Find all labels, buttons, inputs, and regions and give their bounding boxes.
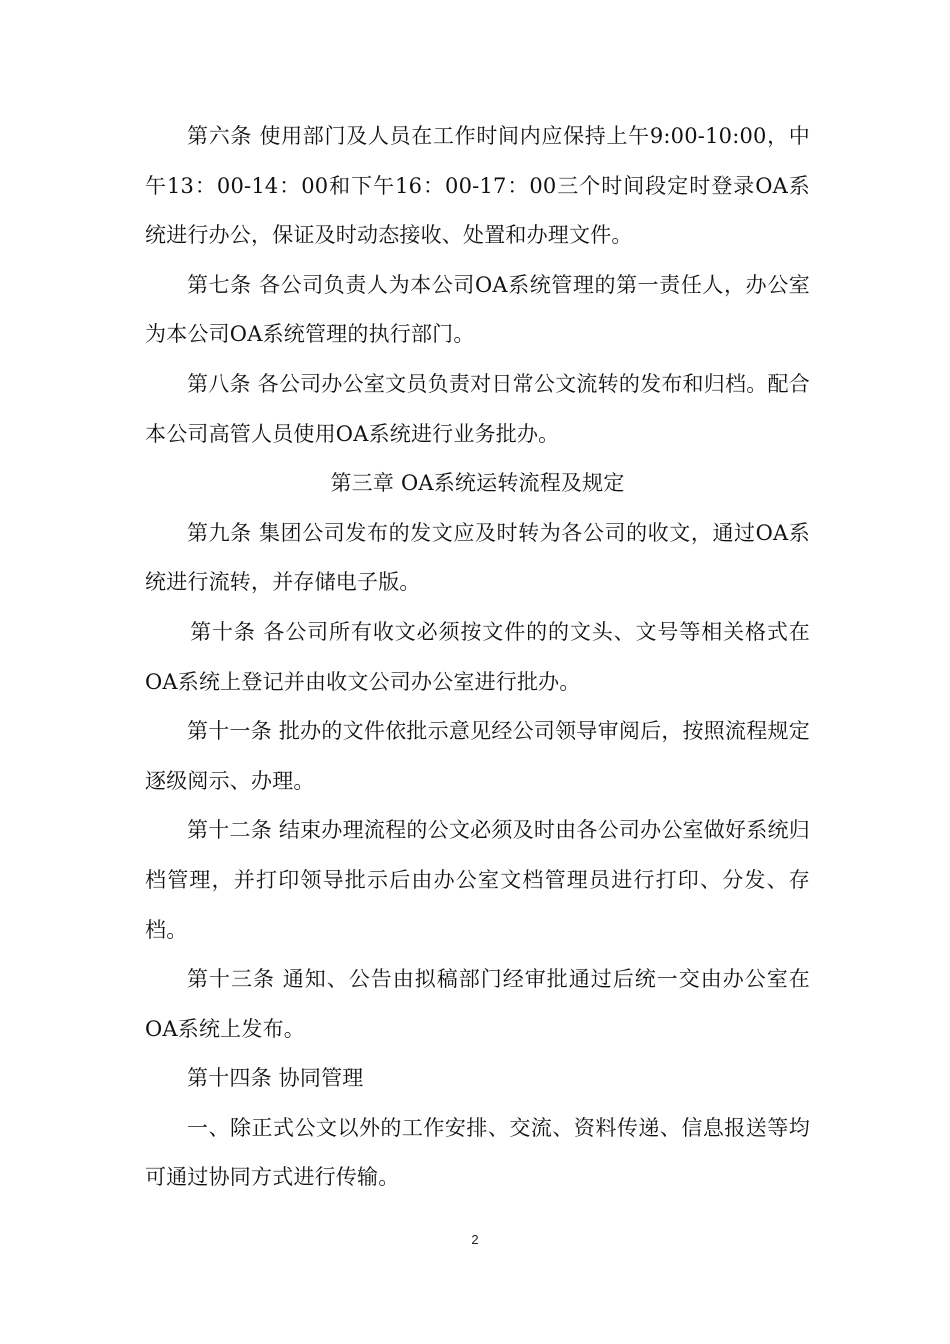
article-10: 第十条 各公司所有收文必须按文件的的文头、文号等相关格式在OA系统上登记并由收文公司办公室进行批办。 xyxy=(145,619,810,694)
article-14-item-1: 一、除正式公文以外的工作安排、交流、资料传递、信息报送等均可通过协同方式进行传输。 xyxy=(145,1115,810,1190)
article-7: 第七条 各公司负责人为本公司OA系统管理的第一责任人，办公室为本公司OA系统管理的执行部门。 xyxy=(145,272,810,347)
article-12: 第十二条 结束办理流程的公文必须及时由各公司办公室做好系统归档管理，并打印领导批示后由办公室文档管理员进行打印、分发、存档。 xyxy=(145,818,810,942)
article-8: 第八条 各公司办公室文员负责对日常公文流转的发布和归档。配合本公司高管人员使用OA系统进行业务批办。 xyxy=(145,371,810,446)
article-11: 第十一条 批办的文件依批示意见经公司领导审阅后，按照流程规定逐级阅示、办理。 xyxy=(145,719,810,793)
article-13: 第十三条 通知、公告由拟稿部门经审批通过后统一交由办公室在OA系统上发布。 xyxy=(145,967,810,1041)
article-6: 第六条 使用部门及人员在工作时间内应保持上午9:00-10:00，中午13：00-14：00和下午16：00-17：00三个时间段定时登录OA系统进行办公，保证及时动态接收、处置和办理文件。 xyxy=(145,124,810,248)
article-14: 第十四条 协同管理 xyxy=(187,1066,364,1091)
document-body xyxy=(145,112,810,1203)
page-number: 2 xyxy=(471,1232,479,1247)
chapter-heading: 第三章 OA系统运转流程及规定 xyxy=(330,471,625,496)
article-9: 第九条 集团公司发布的发文应及时转为各公司的收文，通过OA系统进行流转，并存储电子版。 xyxy=(145,520,810,595)
